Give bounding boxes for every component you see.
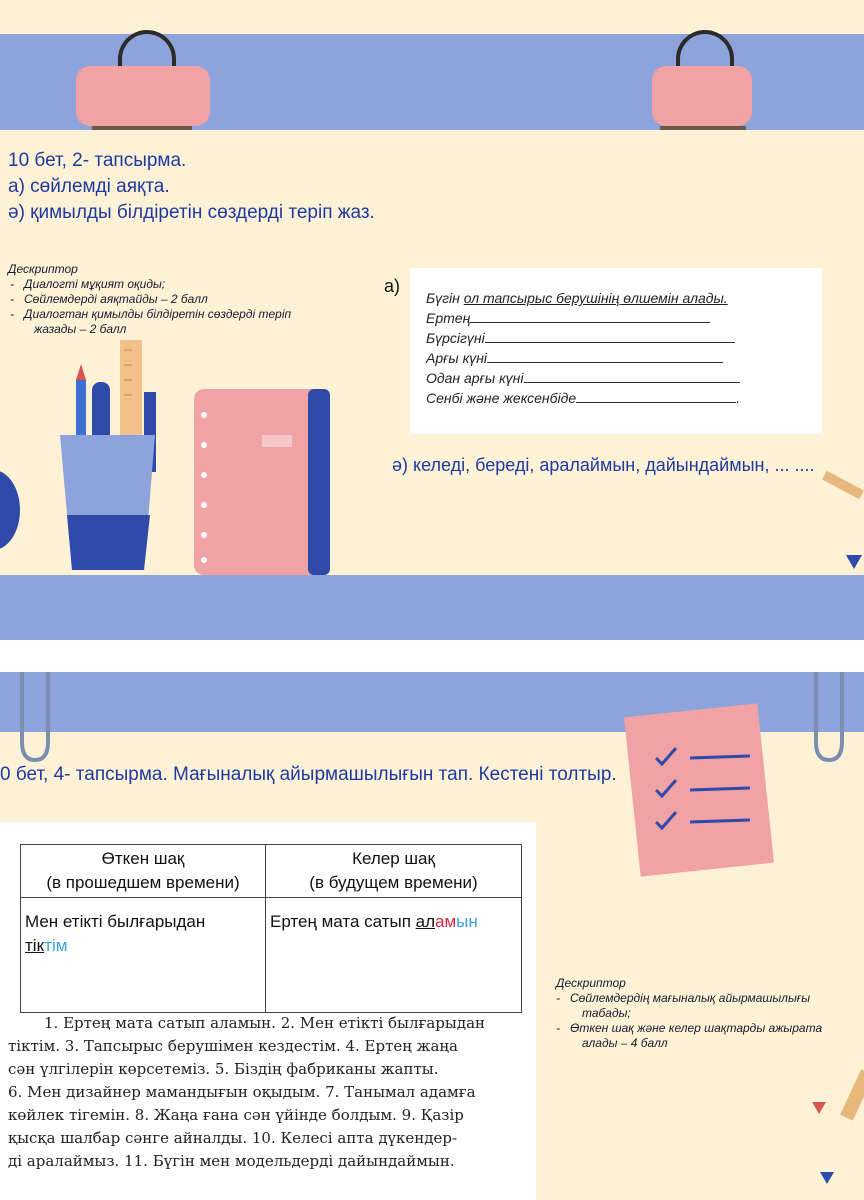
blank-line [487, 350, 723, 363]
paperclip-icon [804, 672, 854, 764]
decor-shape [0, 470, 20, 550]
table-row [21, 898, 522, 1013]
descriptor-item: - Өткен шақ және келер шақтарды ажырата [556, 1021, 823, 1035]
sentence-card [410, 268, 822, 434]
table-cell-past: Мен етікті былғарыдан тіктім [21, 898, 266, 1013]
bottom-band [0, 575, 864, 640]
descriptor-item: - Сөйлемдердің мағыналық айырмашылығы [556, 991, 811, 1005]
blank-line [576, 390, 736, 403]
card-line: Сенбі және жексенбіде . [426, 390, 741, 406]
section-ae-words: ә) келеді, береді, аралаймын, дайындаймын, ... .... [392, 455, 815, 475]
table-cell-future: Ертең мата сатып аламын [266, 898, 522, 1013]
card-line: Одан арғы күні [426, 370, 740, 386]
descriptor-item: - Диалогтан қимылды білдіретін сөздерді теріп [10, 307, 292, 321]
card-line: Ертең [426, 310, 710, 326]
pencil-tip [846, 555, 862, 569]
descriptor-title: Дескриптор [556, 976, 626, 990]
blank-line [524, 370, 740, 383]
descriptor-item: - Сөйлемдерді аяқтайды – 2 балл [10, 292, 208, 306]
descriptor-title: Дескриптор [8, 262, 78, 276]
pencil-tip [820, 1172, 834, 1184]
descriptor-item: алады – 4 балл [582, 1036, 668, 1050]
pencil-icon [822, 471, 864, 500]
tense-table [20, 844, 522, 1013]
blank-line [485, 330, 735, 343]
table-header-future: Келер шақ (в будущем времени) [266, 845, 522, 898]
pencil-icon [840, 1069, 864, 1120]
table-header-past: Өткен шақ (в прошедшем времени) [21, 845, 266, 898]
card-line: Бүгін ол тапсырыс берушінің өлшемін алады. [426, 290, 728, 306]
paperclip-icon [10, 672, 60, 764]
task-heading-line1: 10 бет, 2- тапсырма. [8, 150, 187, 171]
task-heading: 0 бет, 4- тапсырма. Мағыналық айырмашылығын тап. Кестені толтыр. [0, 764, 617, 785]
descriptor-item: - Диалогті мұқият оқиды; [10, 277, 166, 291]
descriptor-item: табады; [582, 1006, 631, 1020]
card-line: Бүрсігүні [426, 330, 735, 346]
task-heading-line3: ә) қимылды білдіретін сөздерді теріп жаз. [8, 202, 375, 223]
descriptor-item: жазады – 2 балл [34, 322, 127, 336]
section-a-label: а) [384, 276, 401, 296]
task-heading-line2: а) сөйлемді аяқта. [8, 176, 170, 197]
pencil-icon [812, 1102, 826, 1114]
slide-2 [0, 672, 864, 1200]
exercise-paragraph: 1. Ертең мата сатып аламын. 2. Мен етікті былғарыдан тіктім. 3. Тапсырыс берушімен кездестім. 4. Ертең жаңа сән үлгілерін көрсетеміз. 5. Біздің фабриканы жапты. 6. Мен дизайнер мамандығын оқыдым. 7. Танымал адамға көйлек тігемін. 8. Жаңа ғана сән үйінде болдым. 9. Қазір қысқа шалбар сәнге айналды. 10. Келесі апта дүкендер- ді аралаймыз. 11. Бүгін мен модельдерді дайындаймын. [8, 1014, 486, 1170]
card-line: Арғы күні [426, 350, 723, 366]
table-header-row [21, 845, 522, 898]
blank-line [470, 310, 710, 323]
